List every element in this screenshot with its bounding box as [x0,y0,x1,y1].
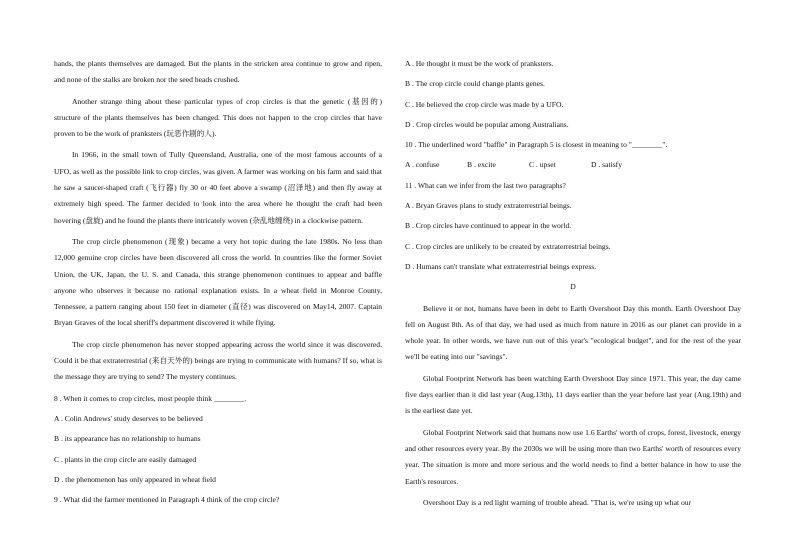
question-8: 8 . When it comes to crop circles, most people think ________. [54,393,247,403]
question-9-option-c[interactable]: C . He believed the crop circle was made by a UFO. [405,99,564,109]
passage-d-paragraph-4: Overshoot Day is a red light warning of trouble ahead. "That is, we're using up what our [423,497,692,507]
question-11-option-c[interactable]: C . Crop circles are unlikely to be created by extraterrestrial beings. [405,241,611,251]
passage-d-paragraph-2: Global Footprint Network has been watching Earth Overshoot Day since 1971. This year, the day came five days earlier than it did last year (Aug.13th), 11 days earlier than the year before last year (Aug.19th) and is the earliest date yet. [405,373,741,416]
question-11-option-b[interactable]: B . Crop circles have continued to appear in the world. [405,221,572,231]
passage-paragraph-5: The crop circle phenomenon has never stopped appearing across the world since it was discovered. Could it be that extraterrestrial (来自天外的) beings are trying to communicate with humans? If so, what is the message they are trying to send? The mystery continues. [54,339,382,382]
question-11: 11 . What can we infer from the last two paragraphs? [405,180,566,190]
question-10: 10 . The underlined word "baffle" in Paragraph 5 is closest in meaning to "________". [405,140,668,150]
passage-paragraph-3: In 1966, in the small town of Tully Queensland, Australia, one of the most famous accounts of a UFO, as well as the possible link to crop circles, was given. A farmer was working on his farm and said that he saw a saucer-shaped craft (飞行器) fly 30 or 40 feet above a swamp (沼泽地) and then fly away at extremely high speed. The farmer decided to look into the area where he thought the craft had been hovering (盘旋) and he found the plants there intricately woven (杂乱地缠绕) in a clockwise pattern. [54,150,382,225]
question-8-option-b[interactable]: B . its appearance has no relationship to humans [54,434,201,444]
question-10-option-a[interactable]: A . confuse [405,160,440,170]
left-column [54,56,382,508]
question-9-option-a[interactable]: A . He thought it must be the work of pranksters. [405,59,554,68]
question-10-options [405,157,741,173]
question-9-option-d[interactable]: D . Crop circles would be popular among Australians. [405,119,569,129]
question-10-option-c[interactable]: C . upset [529,160,556,170]
passage-paragraph-1: hands, the plants themselves are damaged. But the plants in the stricken area continue to grow and ripen, and none of the stalks are broken nor the seed heads crushed. [54,59,382,85]
passage-paragraph-2: Another strange thing about these particular types of crop circles is that the genetic (基因的) structure of the plants themselves has been changed. This does not happen to the crop circles that have proven to be the work of pranksters (玩恶作剧的人). [54,96,382,139]
question-10-option-d[interactable]: D . satisfy [591,160,623,170]
section-heading-d: D [570,282,576,292]
question-9-option-b[interactable]: B . The crop circle could change plants genes. [405,79,545,89]
question-11-option-a[interactable]: A . Bryan Graves plans to study extraterrestrial beings. [405,201,572,211]
passage-d-paragraph-1: Believe it or not, humans have been in debt to Earth Overshoot Day this month. Earth Overshoot Day fell on August 8th. As of that day, we had used as much from nature in 2016 as our planet can provide in a whole year. In other words, we have run out of this year's "ecological budget", and for the rest of the year we'll be eating into our "savings". [405,303,741,362]
question-10-option-b[interactable]: B . excite [467,160,496,170]
question-8-option-c[interactable]: C . plants in the crop circle are easily damaged [54,454,197,464]
question-9: 9 . What did the farmer mentioned in Paragraph 4 think of the crop circle? [54,495,280,505]
right-column [405,56,741,511]
passage-d-paragraph-3: Global Footprint Network said that humans now use 1.6 Earths' worth of crops, forest, livestock, energy and other resources every year. By the 2030s we will be using more than two Earths' worth of resources every year. The situation is more and more serious and the world needs to find a better balance in how to use the Earth's resources. [405,427,741,486]
question-11-option-d[interactable]: D . Humans can't translate what extraterrestrial beings express. [405,261,597,271]
question-8-option-d[interactable]: D . the phenomenon has only appeared in wheat field [54,474,216,484]
passage-paragraph-4: The crop circle phenomenon (现象) became a very hot topic during the late 1980s. No less than 12,000 genuine crop circles have been discovered all cross the world. In countries like the former Soviet Union, the UK, Japan, the U. S. and Canada, this strange phenomenon continues to appear and baffle anyone who observes it because no rational explanation exists. In a wheat field in Monroe County, Tennessee, a pattern ranging about 150 feet in diameter (直径) was discovered on May14, 2007. Captain Bryan Graves of the local sheriff's department discovered it while flying. [54,236,382,328]
question-8-option-a[interactable]: A . Colin Andrews' study deserves to be believed [54,413,203,423]
